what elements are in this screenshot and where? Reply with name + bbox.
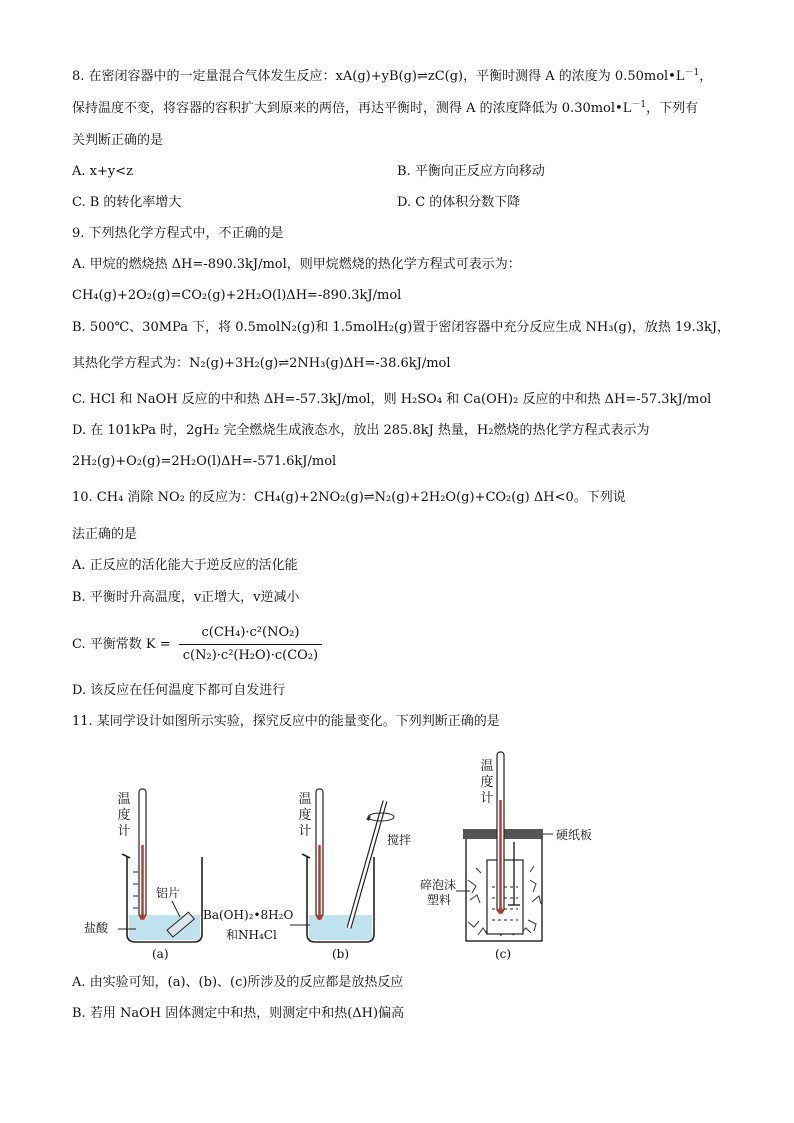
thermometer-c-label: 温度计 xyxy=(480,759,494,806)
inner-cup xyxy=(487,860,523,934)
inner-liquid-lines xyxy=(492,887,518,920)
foam-pattern xyxy=(468,866,541,936)
caption-a: (a) xyxy=(152,947,169,961)
fraction-denominator: c(N₂)·c²(H₂O)·c(CO₂) xyxy=(182,648,319,663)
q10-option-c xyxy=(72,624,322,665)
q8-option-c: C. B 的转化率增大 xyxy=(72,195,182,210)
aluminum-strip xyxy=(167,912,194,937)
stir-label: 搅拌 xyxy=(387,833,412,847)
fraction-numerator: c(CH₄)·c²(NO₂) xyxy=(179,624,322,645)
thermometer-c xyxy=(497,752,504,914)
q11-stem: 11. 某同学设计如图所示实验，探究反应中的能量变化。下列判断正确的是 xyxy=(72,714,500,729)
equilibrium-constant-fraction xyxy=(179,624,322,665)
board-label: 硬纸板 xyxy=(556,828,593,842)
caption-c: (c) xyxy=(495,947,512,961)
q10-option-d: D. 该反应在任何温度下都可自发进行 xyxy=(72,683,286,698)
al-leader xyxy=(172,901,180,917)
beaker-a xyxy=(118,789,202,942)
foam-label-line1: 碎泡沫 xyxy=(420,878,457,892)
cardboard-lid xyxy=(463,829,543,839)
q8-stem-line2: 保持温度不变，将容器的容积扩大到原来的两倍，再达平衡时，测得 A 的浓度降低为 $0.30mol•L^{-1}$，下列有 xyxy=(72,100,699,116)
q9-stem: 9. 下列热化学方程式中，不正确的是 xyxy=(72,226,284,241)
hcl-label: 盐酸 xyxy=(84,921,109,935)
q9-option-b-line1: B. 500℃、30MPa 下，将 0.5molN₂(g)和 1.5molH₂(g)置于密闭容器中充分反应生成 NH₃(g)，放热 19.3kJ， xyxy=(72,320,731,335)
nh4cl-label: 和NH₄Cl xyxy=(226,928,277,942)
q9-option-d-line1: D. 在 101kPa 时，2gH₂ 完全燃烧生成液态水，放出 285.8kJ 热量，H₂燃烧的热化学方程式表示为 xyxy=(72,423,650,438)
q9-option-a-line2: CH₄(g)+2O₂(g)=CO₂(g)+2H₂O(l)ΔH=-890.3kJ/mol xyxy=(72,288,402,303)
thermometer-b xyxy=(316,789,323,920)
thermometer-a-label: 温度计 xyxy=(117,792,131,839)
q8-stem-line3: 关判断正确的是 xyxy=(72,133,164,148)
beaker-a-liquid xyxy=(129,915,200,940)
q8-stem-line1: 8. 在密闭容器中的一定量混合气体发生反应：xA(g)+yB(g)⇌zC(g)，平衡时测得 A 的浓度为 $0.50mol•L^{-1}$， xyxy=(72,68,713,84)
q8-option-b: B. 平衡向正反应方向移动 xyxy=(397,164,545,179)
q8-option-d: D. C 的体积分数下降 xyxy=(397,195,521,210)
stirring-rod xyxy=(349,801,394,928)
q10-stem-line1: 10. CH₄ 消除 NO₂ 的反应为：CH₄(g)+2NO₂(g)⇌N₂(g)+2H₂O(g)+CO₂(g) ΔH<0。下列说 xyxy=(72,490,626,505)
q9-option-d-line2: 2H₂(g)+O₂(g)=2H₂O(l)ΔH=-571.6kJ/mol xyxy=(72,454,337,469)
thermometer-b-label: 温度计 xyxy=(298,792,312,839)
q10-option-b: B. 平衡时升高温度，v正增大，v逆减小 xyxy=(72,590,300,605)
q11-option-b: B. 若用 NaOH 固体测定中和热，则测定中和热(ΔH)偏高 xyxy=(72,1006,405,1021)
q10-option-c-prefix: C. 平衡常数 K = xyxy=(72,637,171,652)
beaker-b-liquid xyxy=(309,915,372,940)
foam-label-line2: 塑料 xyxy=(427,893,452,907)
q9-option-a-line1: A. 甲烷的燃烧热 ΔH=-890.3kJ/mol，则甲烷燃烧的热化学方程式可表示为： xyxy=(72,257,521,272)
thermometer-a xyxy=(139,789,146,920)
q8-option-a: A. x+y<z xyxy=(72,164,133,179)
q9-option-c: C. HCl 和 NaOH 反应的中和热 ΔH=-57.3kJ/mol，则 H₂SO₄ 和 Ca(OH)₂ 反应的中和热 ΔH=-57.3kJ/mol xyxy=(72,392,712,407)
caption-b: (b) xyxy=(332,947,350,961)
q10-option-a: A. 正反应的活化能大于逆反应的活化能 xyxy=(72,558,298,573)
q10-stem-line2: 法正确的是 xyxy=(72,527,138,542)
aluminum-label: 铝片 xyxy=(156,886,181,900)
ba-label: Ba(OH)₂•8H₂O xyxy=(203,908,294,922)
calorimeter-c xyxy=(456,752,553,941)
q9-option-b-line2: 其热化学方程式为：N₂(g)+3H₂(g)⇌2NH₃(g)ΔH=-38.6kJ/mol xyxy=(72,356,451,371)
beaker-b xyxy=(290,789,394,942)
q11-option-a: A. 由实验可知，(a)、(b)、(c)所涉及的反应都是放热反应 xyxy=(72,975,404,990)
